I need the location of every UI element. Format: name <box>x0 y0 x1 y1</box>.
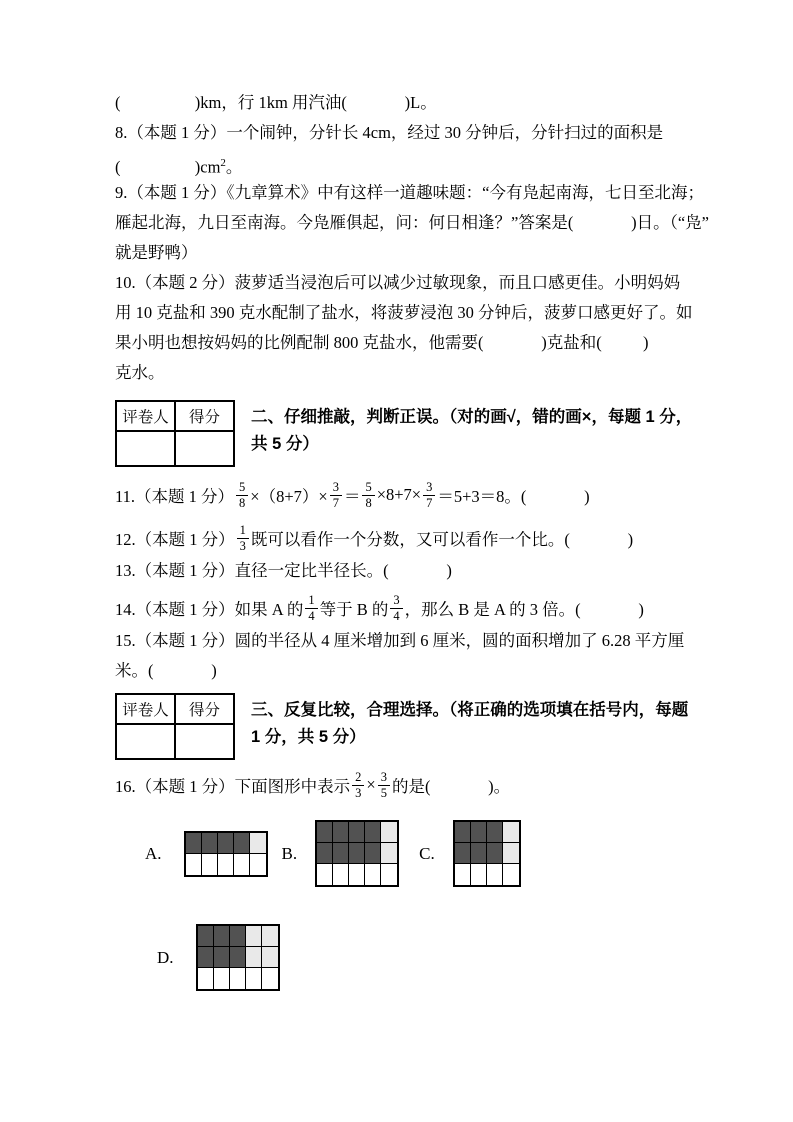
question-16-prefix: 16.（本题 1 分）下面图形中表示 <box>115 777 351 796</box>
section-2-block <box>115 400 695 467</box>
grid-cell <box>487 864 503 885</box>
grader-empty-cell <box>116 724 175 759</box>
grid-cell <box>214 968 230 989</box>
question-11 <box>115 476 695 514</box>
grid-cell <box>234 833 250 854</box>
question-16-times: × <box>366 775 376 794</box>
grid-cell <box>349 822 365 843</box>
grid-row <box>317 864 397 885</box>
grid-cell <box>471 843 487 864</box>
question-9-line-3: 就是野鸭） <box>115 243 198 262</box>
grid-cell <box>381 822 397 843</box>
grid-cell <box>262 926 278 947</box>
fraction-1-3: $\frac{1}{3}$ <box>237 523 249 553</box>
grid-cell <box>317 843 333 864</box>
grid-cell <box>218 833 234 854</box>
section-3-block <box>115 693 695 760</box>
question-10-line-3: 果小明也想按妈妈的比例配制 800 克盐水，他需要( )克盐和( ) <box>115 333 649 352</box>
grid-cell <box>333 843 349 864</box>
grid-cell <box>230 968 246 989</box>
fraction-3-7: $\frac{3}{7}$ <box>330 480 342 510</box>
grid-cell <box>198 947 214 968</box>
grader-label-cell: 评卷人 <box>116 401 175 431</box>
option-c-label: C. <box>419 843 435 863</box>
grid-cell <box>214 926 230 947</box>
exam-content <box>115 88 709 991</box>
grid-cell <box>186 833 202 854</box>
grid-cell <box>365 822 381 843</box>
score-label-cell: 得分 <box>175 694 234 724</box>
question-11-result: ＝5+3＝8。( ) <box>437 487 590 506</box>
grid-row <box>455 822 519 843</box>
question-11-op-1: ×（8+7）× <box>250 487 328 506</box>
option-a-label: A. <box>145 843 162 863</box>
score-empty-cell <box>175 431 234 466</box>
grid-cell <box>202 833 218 854</box>
grid-cell <box>349 843 365 864</box>
grid-cell <box>503 822 519 843</box>
question-15-line-2: 米。( ) <box>115 661 217 680</box>
section-2-heading-line-1: 二、仔细推敲，判断正误。（对的画√，错的画×，每题 1 分， <box>251 408 693 426</box>
grid-cell <box>333 822 349 843</box>
grid-cell <box>455 864 471 885</box>
fraction-5-8: $\frac{5}{8}$ <box>362 480 374 510</box>
grader-empty-cell <box>116 431 175 466</box>
options-row-d <box>115 924 695 991</box>
option-b-label: B. <box>281 843 298 863</box>
grid-cell <box>250 833 266 854</box>
fraction-1-4: $\frac{1}{4}$ <box>305 593 317 623</box>
grid-cell <box>246 968 262 989</box>
section-3-heading-line-1: 三、反复比较，合理选择。（将正确的选项填在括号内，每题 <box>251 701 689 719</box>
grid-row <box>198 926 278 947</box>
grid-cell <box>333 864 349 885</box>
fraction-3-7: $\frac{3}{7}$ <box>423 480 435 510</box>
grid-cell <box>202 854 218 875</box>
grid-row <box>186 833 266 854</box>
score-label-cell: 得分 <box>175 401 234 431</box>
grid-cell <box>365 864 381 885</box>
question-10-line-4: 克水。 <box>115 363 165 382</box>
grid-cell <box>365 843 381 864</box>
fraction-3-4: $\frac{3}{4}$ <box>390 593 402 623</box>
grid-cell <box>246 947 262 968</box>
grid-cell <box>198 926 214 947</box>
section-2-heading-line-2: 共 5 分） <box>251 435 319 453</box>
fraction-3-5: $\frac{3}{5}$ <box>378 770 390 800</box>
option-c-grid <box>453 820 521 887</box>
option-d-label: D. <box>157 947 174 967</box>
fraction-5-8: $\frac{5}{8}$ <box>236 480 248 510</box>
grid-cell <box>230 947 246 968</box>
grid-cell <box>218 854 234 875</box>
question-10-line-1: 10.（本题 2 分）菠萝适当浸泡后可以减少过敏现象，而且口感更佳。小明妈妈 <box>115 273 681 292</box>
grid-cell <box>234 854 250 875</box>
grid-cell <box>471 864 487 885</box>
question-8-blank: ( )cm <box>115 157 221 177</box>
grid-cell <box>455 822 471 843</box>
grid-cell <box>455 843 471 864</box>
score-empty-cell <box>175 724 234 759</box>
grid-cell <box>487 822 503 843</box>
question-11-prefix: 11.（本题 1 分） <box>115 487 235 506</box>
grid-cell <box>246 926 262 947</box>
grid-row <box>186 854 266 875</box>
grader-score-table-2 <box>115 693 235 760</box>
question-14-prefix: 14.（本题 1 分）如果 A 的 <box>115 600 304 619</box>
option-b-grid <box>315 820 399 887</box>
grid-row <box>455 864 519 885</box>
question-10-line-2: 用 10 克盐和 390 克水配制了盐水，将菠萝浸泡 30 分钟后，菠萝口感更好了。如 <box>115 303 693 322</box>
grid-cell <box>503 864 519 885</box>
question-15-line-1: 15.（本题 1 分）圆的半径从 4 厘米增加到 6 厘米，圆的面积增加了 6.28 平方厘 <box>115 631 685 650</box>
section-2-heading <box>251 400 692 458</box>
grid-cell <box>198 968 214 989</box>
section-3-heading-line-2: 1 分，共 5 分） <box>251 728 366 746</box>
question-9-line-1: 9.（本题 1 分）《九章算术》中有这样一道趣味题：“今有凫起南海，七日至北海； <box>115 183 704 202</box>
question-16-text: 的是( )。 <box>391 777 511 796</box>
grid-cell <box>250 854 266 875</box>
grid-row <box>317 822 397 843</box>
section-3-heading <box>251 693 688 751</box>
grid-row <box>198 968 278 989</box>
grid-cell <box>487 843 503 864</box>
question-14 <box>115 590 695 626</box>
superscript-2: 2 <box>220 157 226 169</box>
grid-cell <box>262 947 278 968</box>
grid-cell <box>317 864 333 885</box>
question-14-middle: 等于 B 的 <box>319 600 389 619</box>
grid-cell <box>186 854 202 875</box>
question-12 <box>115 520 695 556</box>
question-13: 13.（本题 1 分）直径一定比半径长。( ) <box>115 561 452 580</box>
question-11-equals: ＝ <box>343 487 361 506</box>
question-8-period: 。 <box>225 157 243 177</box>
grid-cell <box>503 843 519 864</box>
option-a-grid <box>184 831 268 877</box>
grid-cell <box>230 926 246 947</box>
question-14-text: ，那么 B 是 A 的 3 倍。( ) <box>404 600 644 619</box>
grid-row <box>317 843 397 864</box>
question-16 <box>115 766 695 804</box>
grid-cell <box>214 947 230 968</box>
option-d-grid <box>196 924 280 991</box>
grid-cell <box>471 822 487 843</box>
fraction-2-3: $\frac{2}{3}$ <box>352 770 364 800</box>
grid-cell <box>381 843 397 864</box>
question-12-prefix: 12.（本题 1 分） <box>115 530 235 549</box>
question-8-line-2 <box>115 148 695 178</box>
grid-cell <box>262 968 278 989</box>
grid-row <box>198 947 278 968</box>
grader-score-table-1 <box>115 400 235 467</box>
question-9-line-2: 雁起北海，九日至南海。今凫雁俱起，问：何日相逢？”答案是( )日。（“凫” <box>115 213 709 232</box>
question-11-op-2: ×8+7× <box>376 485 422 504</box>
question-12-text: 既可以看作一个分数，又可以看作一个比。( ) <box>250 530 634 549</box>
grader-label-cell: 评卷人 <box>116 694 175 724</box>
grid-cell <box>317 822 333 843</box>
question-8-line-1: 8.（本题 1 分）一个闹钟，分针长 4cm，经过 30 分钟后，分针扫过的面积是 <box>115 123 664 142</box>
grid-cell <box>381 864 397 885</box>
grid-row <box>455 843 519 864</box>
question-7-continuation: ( )km，行 1km 用汽油( )L。 <box>115 93 437 112</box>
grid-cell <box>349 864 365 885</box>
options-row-abc <box>115 820 695 887</box>
